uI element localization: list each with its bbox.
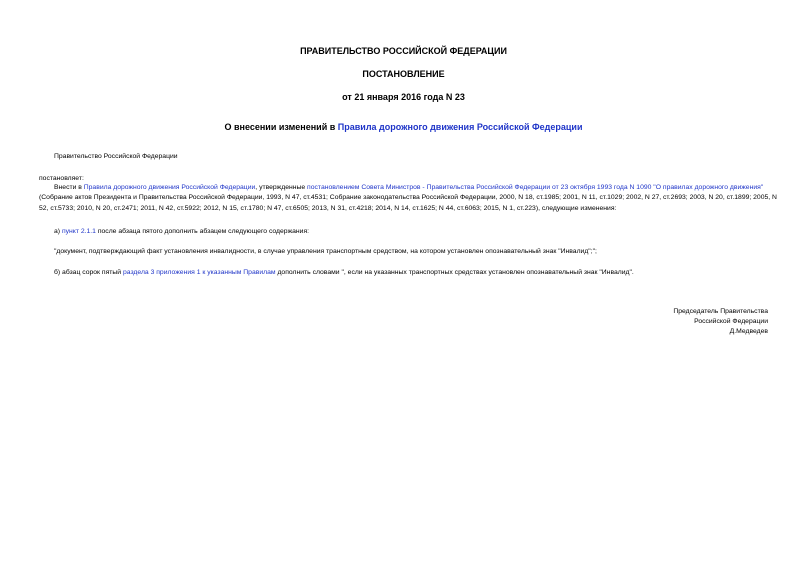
signatory-name: Д.Медведев: [729, 328, 768, 335]
item-a-prefix: а): [54, 228, 62, 235]
issuing-authority: ПРАВИТЕЛЬСТВО РОССИЙСКОЙ ФЕДЕРАЦИИ: [300, 46, 507, 56]
inserted-paragraph-quote: "документ, подтверждающий факт установления инвалидности, в случае управления транспортным средством, на котором установлен опознавательный знак "Инвалид";";: [54, 248, 597, 255]
document-type: ПОСТАНОВЛЕНИЕ: [362, 69, 445, 79]
government-subject: Правительство Российской Федерации: [54, 153, 178, 160]
item-b: [54, 268, 634, 278]
main-paragraph-text-1: Внести в: [54, 184, 84, 191]
main-paragraph-text-3: (Собрание актов Президента и Правительства Российской Федерации, 1993, N 47, ст.4531; Собрание законодательства Российской Федерации, 2000, N 18, ст.1985; 2001, N 11, ст.1029; 2002, N 27, ст.2693; 2003, N 20, ст.1899; 2005, N 52, ст.5733; 2010, N 20, ст.2471; 2011, N 42, ст.5922; 2012, N 15, ст.1780; N 47, ст.6505; 2013, N 31, ст.4218; 2014, N 14, ст.1625; N 44, ст.6063; 2015, N 1, ст.223), следующие изменения:: [39, 194, 777, 212]
rules-link[interactable]: Правила дорожного движения Российской Федерации: [83, 184, 256, 191]
document-date-number: от 21 января 2016 года N 23: [342, 92, 465, 102]
signatory-organization: Российской Федерации: [694, 318, 768, 325]
item-b-text: дополнить словами ", если на указанных транспортных средствах установлен опознавательный знак "Инвалид".: [275, 269, 634, 276]
section-3-appendix-1-link[interactable]: раздела 3 приложения 1 к указанным Правилам: [122, 269, 276, 276]
signatory-position: Председатель Правительства: [673, 308, 768, 315]
title-prefix: О внесении изменений в: [224, 122, 338, 132]
main-paragraph-text-2: , утвержденные: [255, 184, 308, 191]
item-a: [54, 227, 309, 237]
main-paragraph: [39, 183, 780, 214]
council-resolution-link[interactable]: постановлением Совета Министров - Правительства Российской Федерации от 23 октября 1993 года N 1090 "О правилах дорожного движения": [307, 184, 764, 191]
document-title: [0, 122, 807, 133]
title-rules-link[interactable]: Правила дорожного движения Российской Федерации: [337, 122, 583, 132]
item-a-text: после абзаца пятого дополнить абзацем следующего содержания:: [95, 228, 310, 235]
resolves-word: постановляет:: [39, 175, 84, 182]
item-b-prefix: б) абзац сорок пятый: [54, 269, 123, 276]
clause-2-1-1-link[interactable]: пункт 2.1.1: [61, 228, 96, 235]
signature-block: [673, 307, 768, 337]
